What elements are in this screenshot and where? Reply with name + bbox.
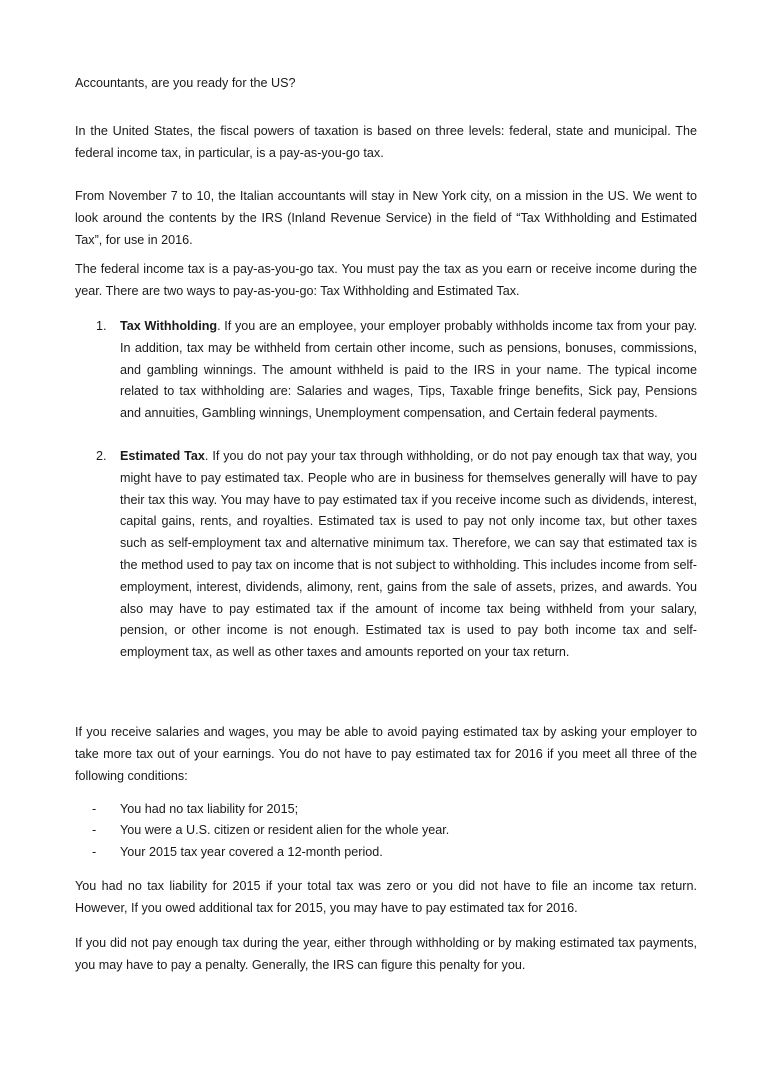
document-title: Accountants, are you ready for the US? xyxy=(75,76,296,90)
numbered-list-item xyxy=(96,446,697,664)
list-number: 2. xyxy=(96,449,107,463)
list-number: 1. xyxy=(96,319,107,333)
paragraph: If you did not pay enough tax during the year, either through withholding or by making estimated tax payments, you may have to pay a penalty. Generally, the IRS can figure this penalty for you. xyxy=(75,936,697,972)
list-text: . If you do not pay your tax through withholding, or do not pay enough tax that way, you might have to pay estimated tax. People who are in business for themselves generally will have to pay their tax this way. You may have to pay estimated tax if you receive income such as dividends, interest, capital gains, rents, and royalties. Estimated tax is used to pay not only income tax, but other taxes such as self-employment tax and alternative minimum tax. Therefore, we can say that estimated tax is the method used to pay tax on income that is not subject to withholding. This includes income from self-employment, interest, dividends, alimony, rent, gains from the sale of assets, prizes, and awards. You also may have to pay estimated tax if the amount of income tax being withheld from your salary, pension, or other income is not enough. Estimated tax is used to pay both income tax and self-employment tax, as well as other taxes and amounts reported on your tax return. xyxy=(120,449,697,660)
paragraph: The federal income tax is a pay-as-you-go tax. You must pay the tax as you earn or receive income during the year. There are two ways to pay-as-you-go: Tax Withholding and Estimated Tax. xyxy=(75,262,697,298)
condition-text: You had no tax liability for 2015; xyxy=(120,802,299,816)
condition-item xyxy=(92,842,697,864)
condition-item xyxy=(92,820,697,842)
list-term: Estimated Tax xyxy=(120,449,205,463)
list-term: Tax Withholding xyxy=(120,319,218,333)
condition-item xyxy=(92,799,697,821)
dash-marker: - xyxy=(92,802,97,816)
paragraph: In the United States, the fiscal powers of taxation is based on three levels: federal, state and municipal. The federal income tax, in particular, is a pay-as-you-go tax. xyxy=(75,124,697,160)
dash-marker: - xyxy=(92,823,97,837)
numbered-list-item xyxy=(96,316,697,425)
paragraph: From November 7 to 10, the Italian accountants will stay in New York city, on a mission in the US. We went to look around the contents by the IRS (Inland Revenue Service) in the field of “Tax Withholding and Estimated Tax”, for use in 2016. xyxy=(75,189,697,247)
condition-text: You were a U.S. citizen or resident alien for the whole year. xyxy=(120,823,450,837)
dash-marker: - xyxy=(92,845,97,859)
condition-text: Your 2015 tax year covered a 12-month period. xyxy=(120,845,383,859)
list-text: . If you are an employee, your employer probably withholds income tax from your pay. In addition, tax may be withheld from certain other income, such as pensions, bonuses, commissions, and gambling winnings. The amount withheld is paid to the IRS in your name. The typical income related to tax withholding are: Salaries and wages, Tips, Taxable fringe benefits, Sick pay, Pensions and annuities, Gambling winnings, Unemployment compensation, and Certain federal payments. xyxy=(120,319,697,421)
paragraph: If you receive salaries and wages, you may be able to avoid paying estimated tax by asking your employer to take more tax out of your earnings. You do not have to pay estimated tax for 2016 if you meet all three of the following conditions: xyxy=(75,725,697,783)
paragraph: You had no tax liability for 2015 if your total tax was zero or you did not have to file an income tax return. However, If you owed additional tax for 2015, you may have to pay estimated tax for 2016. xyxy=(75,879,697,915)
